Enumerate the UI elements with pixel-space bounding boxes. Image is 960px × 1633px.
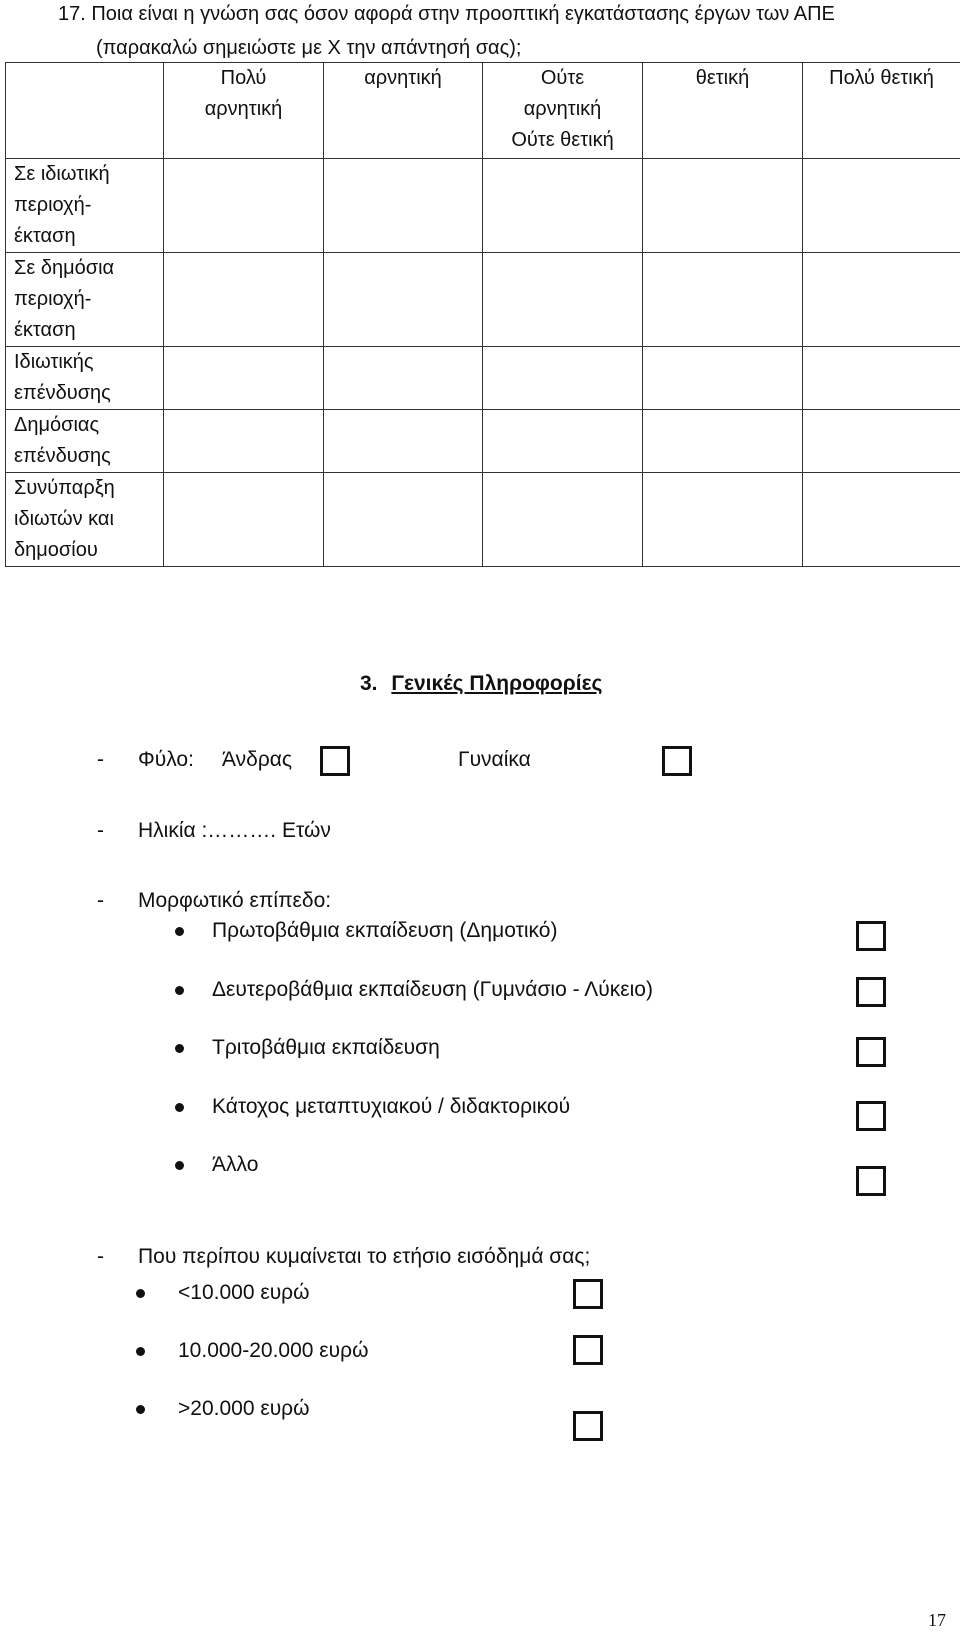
- row-label-line: ιδιωτών και: [14, 508, 114, 530]
- header-text-line: αρνητική: [364, 67, 442, 89]
- answer-cell[interactable]: [803, 253, 960, 347]
- table-row: [6, 410, 960, 473]
- education-option-label: Πρωτοβάθμια εκπαίδευση (Δημοτικό): [212, 919, 558, 942]
- age-dash: -: [97, 819, 104, 842]
- question-line-1: 17. Ποια είναι η γνώση σας όσον αφορά στην προοπτική εγκατάστασης έργων των ΑΠΕ: [58, 3, 835, 25]
- header-neutral: [483, 63, 643, 159]
- row-label-line: Σε δημόσια: [14, 257, 115, 279]
- income-label: Που περίπου κυμαίνεται το ετήσιο εισόδημά σας;: [138, 1245, 591, 1268]
- answer-cell[interactable]: [164, 347, 324, 410]
- section-number: 3.: [360, 672, 378, 695]
- row-label: [6, 253, 164, 347]
- answer-cell[interactable]: [324, 253, 483, 347]
- income-checkbox[interactable]: [573, 1279, 603, 1309]
- bullet-icon: [136, 1289, 145, 1298]
- rating-table: [5, 62, 960, 567]
- header-text-line: αρνητική: [204, 98, 283, 120]
- gender-dash: -: [97, 748, 104, 771]
- answer-cell[interactable]: [643, 410, 803, 473]
- answer-cell[interactable]: [324, 410, 483, 473]
- income-dash: -: [97, 1245, 104, 1268]
- answer-cell[interactable]: [483, 473, 643, 567]
- header-very-positive: [803, 63, 960, 159]
- header-text-line: Πολύ: [220, 67, 267, 89]
- header-positive: [643, 63, 803, 159]
- education-checkbox[interactable]: [856, 1037, 886, 1067]
- header-text-line: Ούτε θετική: [511, 129, 614, 151]
- answer-cell[interactable]: [643, 159, 803, 253]
- header-empty-cell: [6, 63, 164, 159]
- answer-cell[interactable]: [643, 253, 803, 347]
- row-label-line: περιοχή-: [14, 288, 92, 310]
- answer-cell[interactable]: [483, 253, 643, 347]
- header-text-line: θετική: [695, 67, 750, 89]
- answer-cell[interactable]: [324, 473, 483, 567]
- bullet-icon: [175, 1044, 184, 1053]
- answer-cell[interactable]: [324, 347, 483, 410]
- header-text-line: αρνητική: [523, 98, 602, 120]
- header-text-line: Ούτε: [540, 67, 585, 89]
- table-row: [6, 159, 960, 253]
- answer-cell[interactable]: [164, 410, 324, 473]
- answer-cell[interactable]: [483, 347, 643, 410]
- education-option-label: Δευτεροβάθμια εκπαίδευση (Γυμνάσιο - Λύκειο): [212, 978, 653, 1001]
- education-checkbox[interactable]: [856, 1166, 886, 1196]
- bullet-icon: [136, 1405, 145, 1414]
- age-field[interactable]: Ηλικία :………. Ετών: [138, 819, 331, 842]
- bullet-icon: [175, 986, 184, 995]
- answer-cell[interactable]: [164, 473, 324, 567]
- answer-cell[interactable]: [803, 410, 960, 473]
- education-checkbox[interactable]: [856, 921, 886, 951]
- education-label: Μορφωτικό επίπεδο:: [138, 889, 332, 912]
- row-label: [6, 410, 164, 473]
- gender-label: Φύλο:: [138, 748, 194, 771]
- row-label-line: Σε ιδιωτική: [14, 163, 110, 185]
- answer-cell[interactable]: [483, 159, 643, 253]
- row-label-line: περιοχή-: [14, 194, 92, 216]
- section-title: [360, 672, 602, 696]
- bullet-icon: [175, 1161, 184, 1170]
- row-label-line: έκταση: [14, 319, 76, 341]
- answer-cell[interactable]: [643, 473, 803, 567]
- row-label-line: Δημόσιας: [14, 414, 100, 436]
- answer-cell[interactable]: [483, 410, 643, 473]
- header-negative: [324, 63, 483, 159]
- education-option-label: Κάτοχος μεταπτυχιακού / διδακτορικού: [212, 1095, 571, 1118]
- header-very-negative: [164, 63, 324, 159]
- gender-female-label: Γυναίκα: [458, 748, 531, 771]
- answer-cell[interactable]: [164, 159, 324, 253]
- answer-cell[interactable]: [803, 159, 960, 253]
- education-checkbox[interactable]: [856, 977, 886, 1007]
- answer-cell[interactable]: [164, 253, 324, 347]
- table-header-row: [6, 63, 960, 159]
- income-option-label: 10.000-20.000 ευρώ: [178, 1339, 369, 1362]
- education-option-label: Άλλο: [212, 1153, 259, 1176]
- income-checkbox[interactable]: [573, 1411, 603, 1441]
- income-option-label: <10.000 ευρώ: [178, 1281, 310, 1304]
- education-option-label: Τριτοβάθμια εκπαίδευση: [212, 1036, 440, 1059]
- row-label-line: επένδυσης: [14, 445, 111, 467]
- row-label-line: έκταση: [14, 225, 76, 247]
- header-text-line: Πολύ θετική: [829, 67, 934, 89]
- table-row: [6, 473, 960, 567]
- gender-male-label: Άνδρας: [222, 748, 293, 771]
- row-label-line: δημοσίου: [14, 539, 98, 561]
- bullet-icon: [136, 1347, 145, 1356]
- female-checkbox[interactable]: [662, 746, 692, 776]
- income-checkbox[interactable]: [573, 1335, 603, 1365]
- row-label-line: Συνύπαρξη: [14, 477, 115, 499]
- row-label-line: επένδυσης: [14, 382, 111, 404]
- answer-cell[interactable]: [803, 473, 960, 567]
- answer-cell[interactable]: [803, 347, 960, 410]
- answer-cell[interactable]: [324, 159, 483, 253]
- question-line-2: (παρακαλώ σημειώστε με Χ την απάντησή σας);: [96, 37, 522, 59]
- income-option-label: >20.000 ευρώ: [178, 1397, 310, 1420]
- education-checkbox[interactable]: [856, 1101, 886, 1131]
- bullet-icon: [175, 1103, 184, 1112]
- table-row: [6, 347, 960, 410]
- male-checkbox[interactable]: [320, 746, 350, 776]
- table-row: [6, 253, 960, 347]
- row-label: [6, 159, 164, 253]
- answer-cell[interactable]: [643, 347, 803, 410]
- bullet-icon: [175, 927, 184, 936]
- row-label-line: Ιδιωτικής: [14, 351, 94, 373]
- row-label: [6, 473, 164, 567]
- education-dash: -: [97, 889, 104, 912]
- row-label: [6, 347, 164, 410]
- page-number: 17: [928, 1610, 946, 1630]
- section-title-text: Γενικές Πληροφορίες: [391, 672, 603, 695]
